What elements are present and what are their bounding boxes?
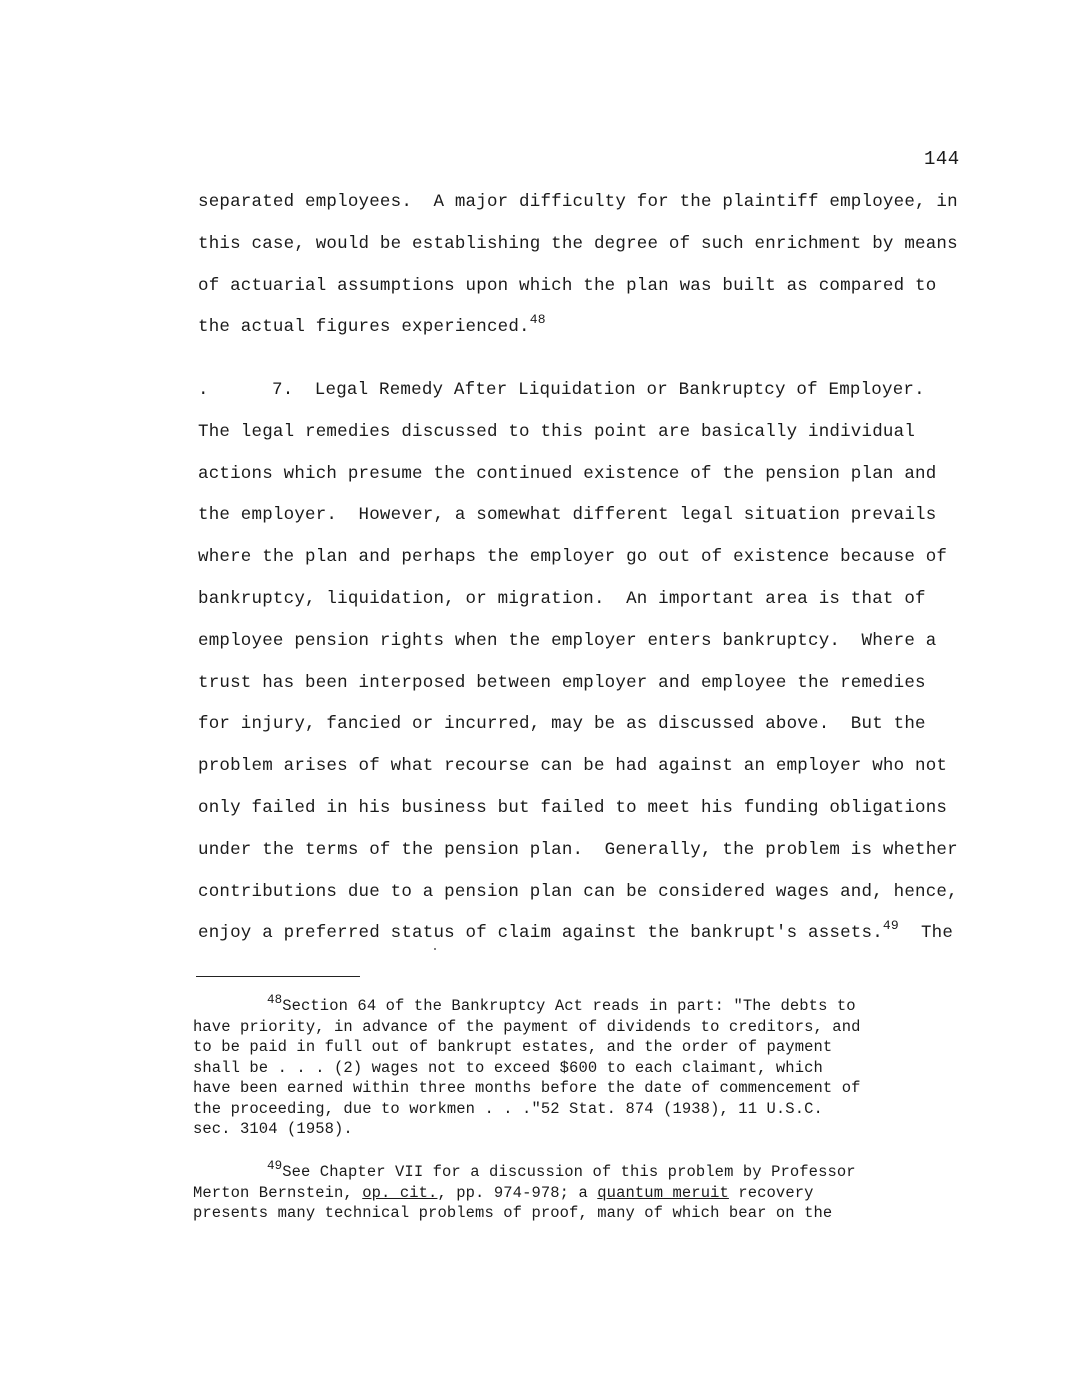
footnote-48 — [193, 993, 983, 1140]
paragraph-bankruptcy — [198, 370, 968, 955]
text-line: The legal remedies discussed to this point are basically individual — [198, 421, 916, 442]
text-line: separated employees. A major difficulty for the plaintiff employee, in — [198, 192, 958, 212]
text-line: employee pension rights when the employer enters bankruptcy. Where a — [198, 630, 937, 651]
text-line: under the terms of the pension plan. Generally, the problem is whether — [198, 839, 958, 860]
section-heading: 7. Legal Remedy After Liquidation or Bankruptcy of Employer. — [272, 380, 925, 400]
paragraph-enrichment — [198, 182, 968, 349]
text-segment: recovery — [728, 1183, 814, 1202]
text-line: the employer. However, a somewhat different legal situation prevails — [198, 505, 937, 526]
text-line: bankruptcy, liquidation, or migration. An important area is that of — [198, 588, 926, 609]
underlined-citation: op. cit. — [362, 1183, 438, 1202]
text-line: only failed in his business but failed to meet his funding obligations — [198, 797, 948, 818]
footnote-line: sec. 3104 (1958). — [193, 1120, 353, 1138]
footnote-number: 48 — [267, 993, 283, 1007]
footnote-line: to be paid in full out of bankrupt estates, and the order of payment — [193, 1038, 833, 1056]
footnote-line — [193, 1183, 983, 1204]
text-line: of actuarial assumptions upon which the plan was built as compared to — [198, 275, 937, 296]
page-number: 144 — [924, 148, 960, 170]
footnote-reference-49: 49 — [882, 918, 899, 934]
footnote-line: presents many technical problems of proof, many of which bear on the — [193, 1204, 833, 1222]
text-segment: Merton Bernstein, — [193, 1183, 363, 1202]
text-segment: See Chapter VII for a discussion of this problem by Professor — [282, 1163, 856, 1181]
text-line: trust has been interposed between employer and employee the remedies — [198, 672, 926, 693]
text-line: this case, would be establishing the degree of such enrichment by means — [198, 233, 958, 254]
footnote-line: have priority, in advance of the payment of dividends to creditors, and — [193, 1017, 861, 1036]
text-segment: , pp. 974-978; a — [437, 1183, 598, 1202]
text-line: for injury, fancied or incurred, may be as discussed above. But the — [198, 714, 926, 735]
stray-mark — [434, 948, 436, 950]
footnote-line: shall be . . . (2) wages not to exceed $600 to each claimant, which — [193, 1058, 823, 1077]
text-line — [198, 307, 968, 349]
text-segment: Section 64 of the Bankruptcy Act reads in part: "The debts to — [282, 997, 856, 1015]
text-segment: enjoy a preferred status of claim against the bankrupt's assets. — [198, 923, 883, 944]
margin-mark: . — [198, 380, 209, 400]
underlined-term: quantum meruit — [597, 1183, 729, 1202]
footnote-first-line — [193, 993, 983, 1017]
footnote-reference-48: 48 — [529, 312, 546, 328]
text-segment: The — [920, 923, 954, 944]
text-line: actions which presume the continued existence of the pension plan and — [198, 463, 937, 484]
text-segment: the actual figures experienced. — [198, 317, 530, 338]
footnote-49 — [193, 1159, 983, 1224]
footnote-first-line — [193, 1159, 983, 1183]
section-heading-line — [198, 370, 968, 412]
text-line: contributions due to a pension plan can be considered wages and, hence, — [198, 881, 958, 902]
footnote-line: the proceeding, due to workmen . . ."52 Stat. 874 (1938), 11 U.S.C. — [193, 1099, 823, 1118]
text-line: problem arises of what recourse can be had against an employer who not — [198, 756, 948, 777]
text-line: where the plan and perhaps the employer go out of existence because of — [198, 547, 948, 568]
footnote-divider — [196, 976, 360, 977]
footnote-line: have been earned within three months before the date of commencement of — [193, 1079, 861, 1097]
footnote-number: 49 — [267, 1159, 283, 1173]
text-line — [198, 913, 968, 955]
